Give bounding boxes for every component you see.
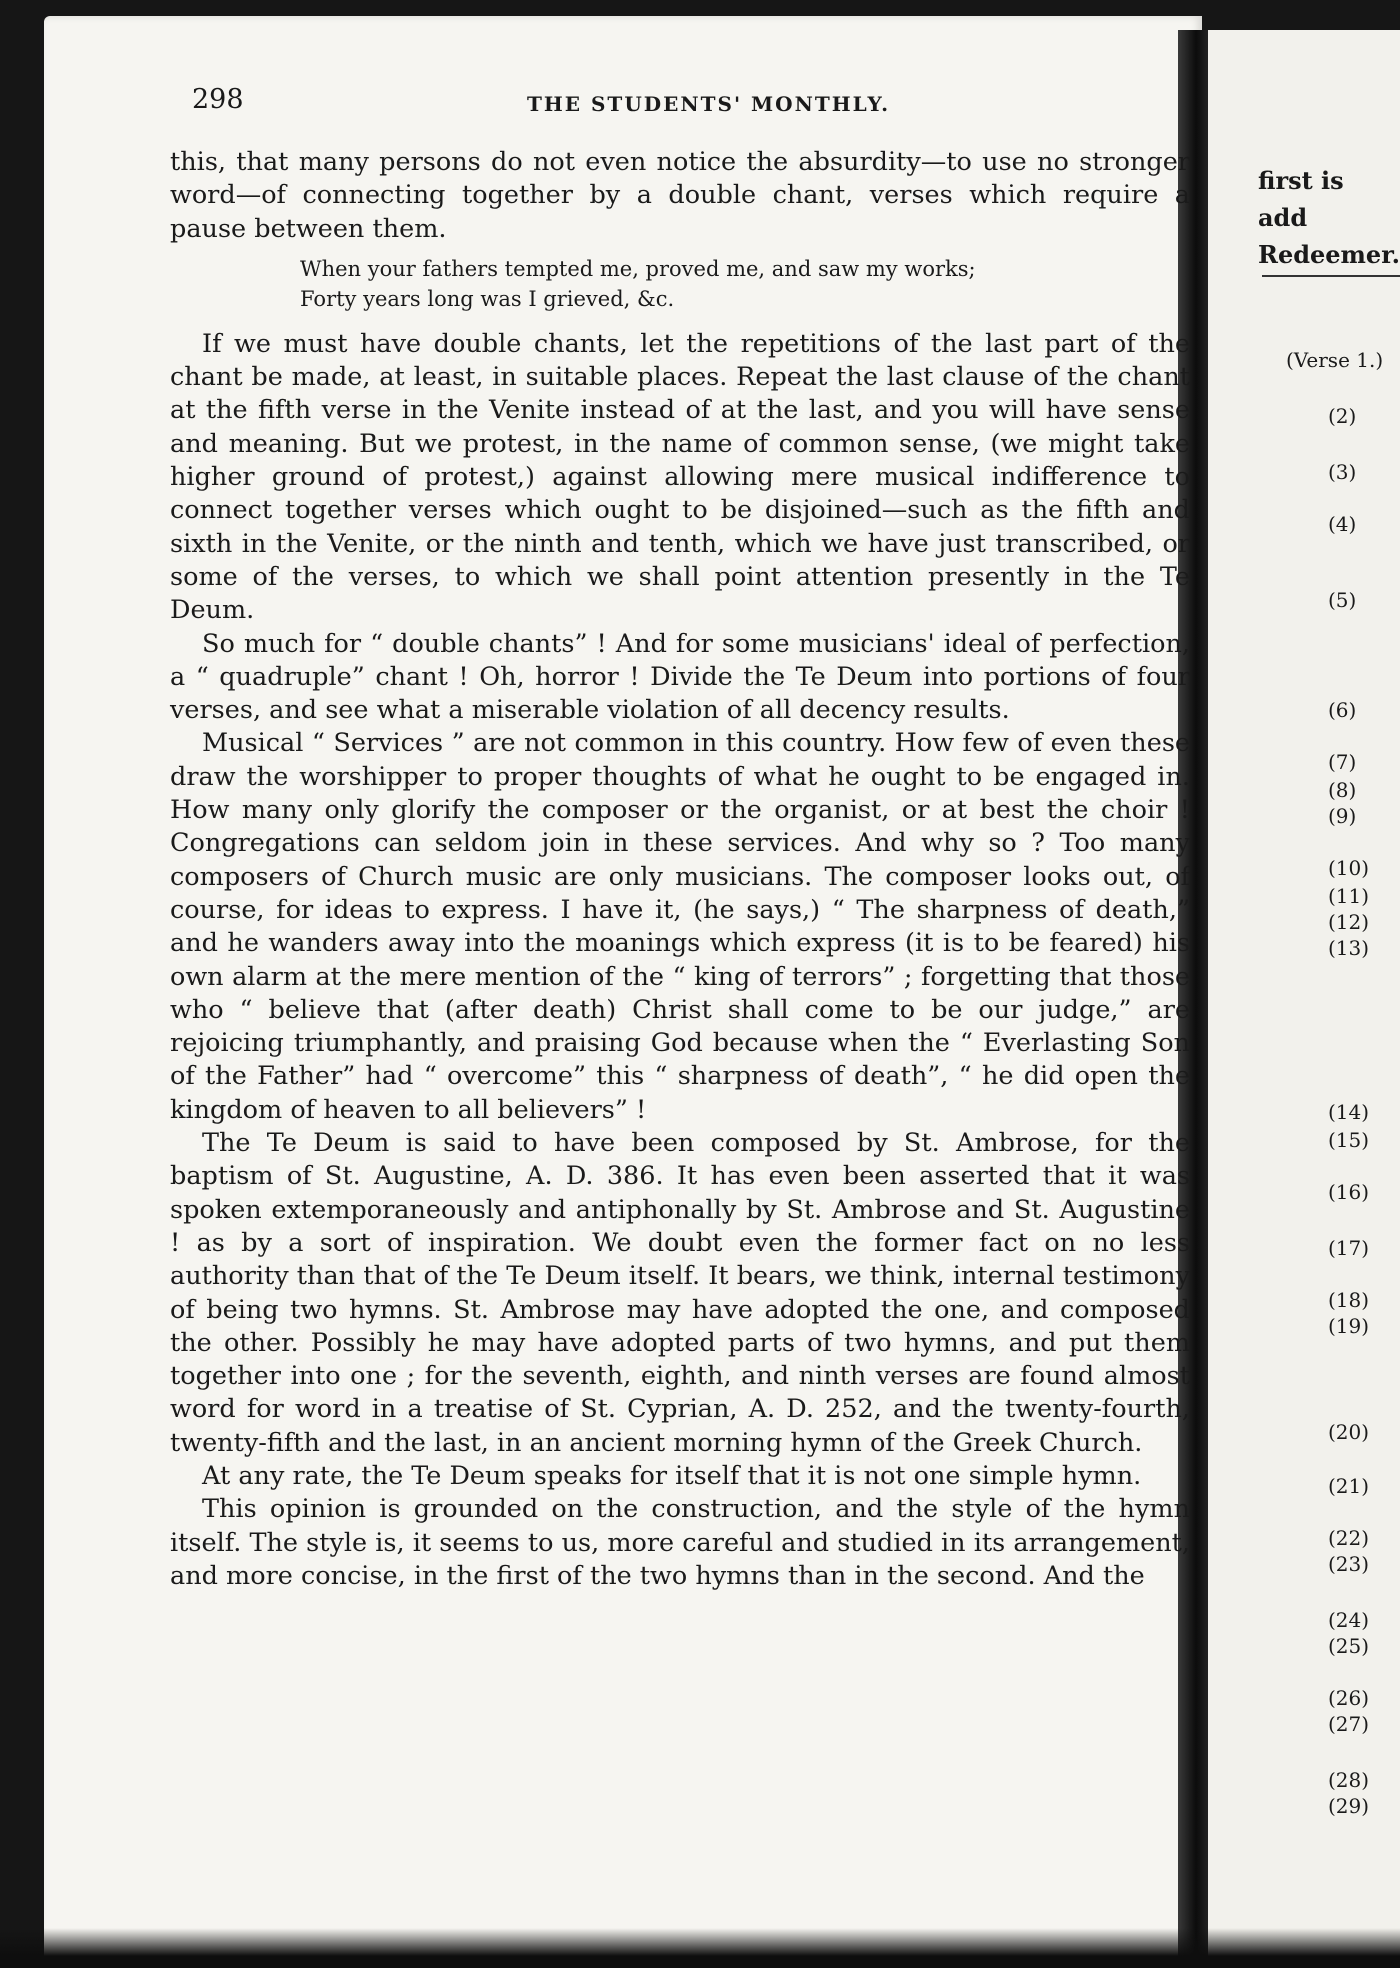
opening-line: word—of connecting together by a double chant, verses which require a pause	[170, 180, 1190, 244]
paragraph: If we must have double chants, let the repetitions of the last part of the chant be made, at least, in suitable places. Repeat the last clause of the chant at the fifth verse in the Venite instead of at the last, and you will have sense and meaning. But we protest, in the name of common sense, (we might take higher ground of protest,) against allowing mere musical indifference to connect together verses which ought to be disjoined—such as the fifth and sixth in the Venite, or the ninth and tenth, which we have just transcribed, or some of the verses, to which we shall point attention presently in the Te Deum.	[170, 328, 1190, 626]
verse-number: (7)	[1328, 750, 1357, 774]
page-header	[192, 84, 1172, 124]
verse-number: (6)	[1328, 698, 1357, 722]
running-head: THE STUDENTS' MONTHLY.	[527, 92, 891, 116]
block-quote	[300, 254, 1190, 314]
quote-line: Forty years long was I grieved, &c.	[300, 286, 675, 311]
verse-number: (3)	[1328, 460, 1357, 484]
verse-number: (9)	[1328, 804, 1357, 828]
verse-number: (23)	[1328, 1552, 1370, 1576]
verse-number: (4)	[1328, 512, 1357, 536]
paragraph: Musical “ Services ” are not common in this country. How few of even these draw the worshipper to proper thoughts of what he ought to be engaged in. How many only glorify the composer or the organist, or at best the choir ! Congregations can seldom join in these services. And why so ? Too many composers of Church music are only musicians. The composer looks out, of course, for ideas to express. I have it, (he says,) “ The sharpness of death,” and he wanders away into the moanings which express (it is to be feared) his own alarm at the mere mention of the “ king of terrors” ; forgetting that those who “ believe that (after death) Christ shall come to be our judge,” are rejoicing triumphantly, and praising God because when the “ Everlasting Son of the Father” had “ overcome” this “ sharpness of death”, “ he did open the kingdom of heaven to all believers” !	[170, 728, 1190, 1125]
opening-line: between them.	[254, 213, 447, 244]
right-page	[1207, 30, 1400, 1968]
verse-number: (5)	[1328, 588, 1357, 612]
verse-number: (20)	[1328, 1420, 1370, 1444]
verse-number: (14)	[1328, 1100, 1370, 1124]
verse-number: (10)	[1328, 856, 1370, 880]
verse-number: (27)	[1328, 1712, 1370, 1736]
verse-number: (2)	[1328, 404, 1357, 428]
verse-number: (11)	[1328, 884, 1370, 908]
verse-number: (16)	[1328, 1180, 1370, 1204]
verse-number: (24)	[1328, 1608, 1370, 1632]
verse-number: (25)	[1328, 1634, 1370, 1658]
paragraph: At any rate, the Te Deum speaks for itself that it is not one simple hymn.	[202, 1460, 1142, 1491]
verse-number: (19)	[1328, 1314, 1370, 1338]
paragraph: This opinion is grounded on the construction, and the style of the hymn itself. The style is, it seems to us, more careful and studied in its arrangement, and more concise, in the first of the two hymns than in the second. And the	[170, 1494, 1190, 1591]
verse-number: (28)	[1328, 1768, 1370, 1792]
right-page-line: first is add	[1258, 166, 1344, 232]
paragraph: The Te Deum is said to have been composed by St. Ambrose, for the baptism of St. Augustine, A. D. 386. It has even been asserted that it was spoken extemporaneously and antiphonally by St. Ambrose and St. Augustine ! as by a sort of inspiration. We doubt even the former fact on no less authority than that of the Te Deum itself. It bears, we think, internal testimony of being two hymns. St. Ambrose may have adopted the one, and composed the other. Possibly he may have adopted parts of two hymns, and put them together into one ; for the seventh, eighth, and ninth verses are found almost word for word in a treatise of St. Cyprian, A. D. 252, and the twenty-fourth, twenty-fifth and the last, in an ancient morning hymn of the Greek Church.	[170, 1128, 1190, 1458]
verse-number: (22)	[1328, 1526, 1370, 1550]
verse-number: (29)	[1328, 1794, 1370, 1818]
opening-paragraph	[170, 146, 1190, 246]
verse-number: (17)	[1328, 1236, 1370, 1260]
verse-number: (12)	[1328, 910, 1370, 934]
verse-number: (15)	[1328, 1128, 1370, 1152]
verse-number: (26)	[1328, 1686, 1370, 1710]
page-number: 298	[192, 84, 244, 115]
body-text	[170, 146, 1190, 1593]
verse-label: (Verse 1.)	[1286, 348, 1384, 372]
verse-number: (13)	[1328, 936, 1370, 960]
bottom-shadow	[0, 1928, 1400, 1968]
right-page-text	[1258, 162, 1400, 273]
verse-number: (18)	[1328, 1288, 1370, 1312]
opening-line: this, that many persons do not even notice the absurdity—to use no stronger	[170, 147, 1190, 177]
quote-line: When your fathers tempted me, proved me, and saw my works;	[300, 256, 976, 281]
right-page-rule	[1262, 275, 1400, 277]
right-page-line: Redeemer.	[1258, 240, 1400, 269]
verse-number: (8)	[1328, 778, 1357, 802]
verse-number: (21)	[1328, 1474, 1370, 1498]
paragraph: So much for “ double chants” ! And for some musicians' ideal of perfection, a “ quadruple” chant ! Oh, horror ! Divide the Te Deum into portions of four verses, and see what a miserable violation of all decency results.	[170, 628, 1190, 726]
